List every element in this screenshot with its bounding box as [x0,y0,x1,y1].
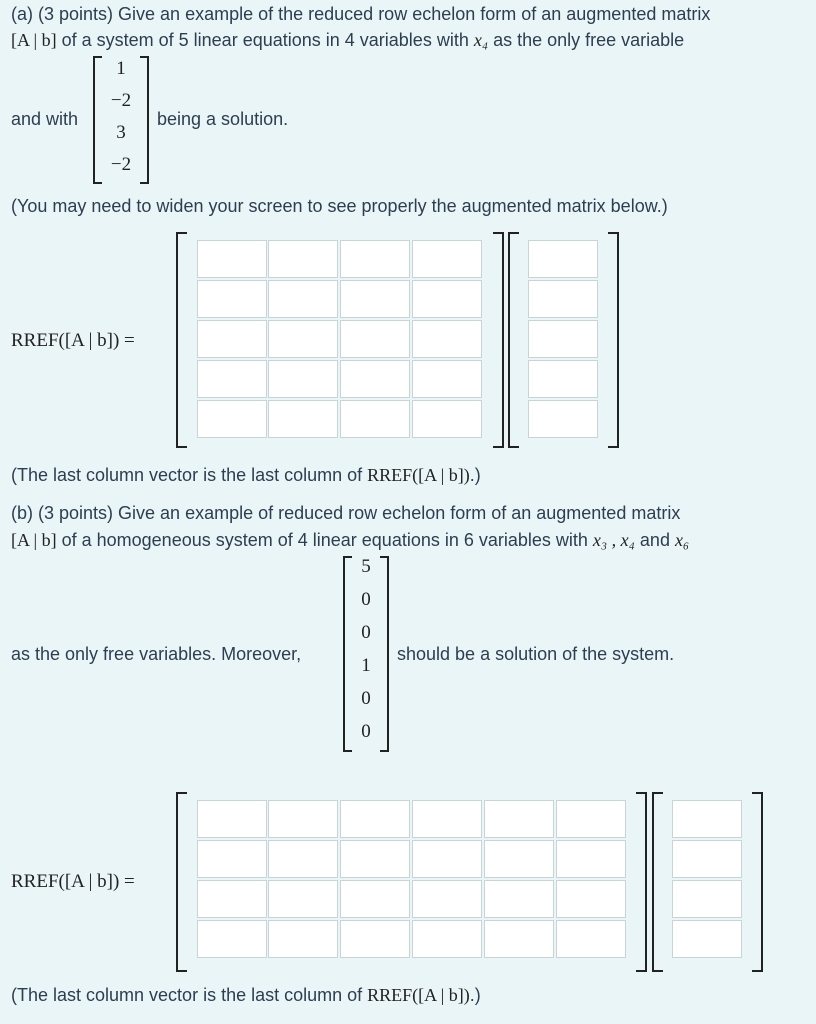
rref-label: RREF([A | b]) = [11,330,135,351]
matrix-divider-right [652,792,663,972]
matrix-b-cell-r2-c5[interactable] [484,840,554,878]
note-text: (The last column vector is the last column of [11,985,368,1005]
prompt-text: of a system of 5 linear equations in 4 variables with [56,30,474,50]
matrix-right-bracket [752,792,763,972]
matrix-b-cell-r1-c1[interactable] [197,800,267,838]
matrix-left-bracket [176,232,187,448]
matrix-a-cell-r1-c2[interactable] [268,240,338,278]
being-solution-text: being a solution. [157,109,289,129]
part-a-solution-vector [93,56,149,184]
matrix-a-cell-r4-b[interactable] [528,360,598,398]
vector-entry: 0 [361,688,371,709]
vector-entry: 5 [361,556,371,577]
left-bracket [93,56,102,184]
matrix-b-cell-r4-c6[interactable] [556,920,626,958]
matrix-b-cell-r1-c6[interactable] [556,800,626,838]
matrix-b-cell-r4-c2[interactable] [268,920,338,958]
matrix-a-cell-r1-c3[interactable] [340,240,410,278]
rref-label: RREF([A | b]) = [11,871,135,892]
right-bracket [380,556,389,752]
part-a-prompt-line2 [11,30,684,51]
prompt-text: as the only free variable [488,30,685,50]
matrix-a-cell-r5-c3[interactable] [340,400,410,438]
vector-entry: 0 [361,589,371,610]
augmented-matrix-notation: [A | b] [11,30,57,50]
matrix-b-cell-r1-b[interactable] [672,800,742,838]
matrix-a-cell-r3-c2[interactable] [268,320,338,358]
matrix-b-cell-r3-c6[interactable] [556,880,626,918]
vector-entry: 1 [361,655,371,676]
matrix-left-bracket [176,792,187,972]
matrix-b-cell-r3-b[interactable] [672,880,742,918]
matrix-a-cell-r1-b[interactable] [528,240,598,278]
note-text: .) [469,985,481,1005]
part-b-prompt-line2 [11,530,689,551]
augmented-matrix-notation: [A | b] [11,530,57,550]
vector-entry: 3 [116,122,126,143]
matrix-b-cell-r3-c5[interactable] [484,880,554,918]
part-b-last-column-note [11,985,481,1006]
matrix-a-cell-r2-c1[interactable] [197,280,267,318]
matrix-a-cell-r2-b[interactable] [528,280,598,318]
should-be-solution-text: should be a solution of the system. [397,644,675,664]
matrix-b-cell-r1-c2[interactable] [268,800,338,838]
note-math: RREF([A | b]) [367,985,470,1005]
matrix-a-cell-r4-c2[interactable] [268,360,338,398]
note-math: RREF([A | b]) [367,465,470,485]
x3-x4-variables: x₃ , x₄ [592,530,635,550]
matrix-b-cell-r4-c5[interactable] [484,920,554,958]
prompt-text: and [634,530,675,550]
matrix-a-cell-r5-b[interactable] [528,400,598,438]
matrix-right-bracket [608,232,619,448]
matrix-b-cell-r3-c2[interactable] [268,880,338,918]
vector-entry: −2 [110,154,132,175]
part-b-prompt-line1: (b) (3 points) Give an example of reduced row echelon form of an augmented matrix [11,503,681,523]
matrix-b-cell-r2-c2[interactable] [268,840,338,878]
matrix-a-cell-r2-c3[interactable] [340,280,410,318]
as-only-free-text: as the only free variables. Moreover, [11,644,302,664]
and-with-text: and with [11,109,79,129]
matrix-a-cell-r5-c4[interactable] [412,400,482,438]
x6-variable: x₆ [674,530,690,550]
matrix-a-cell-r1-c1[interactable] [197,240,267,278]
matrix-a-cell-r2-c2[interactable] [268,280,338,318]
matrix-b-cell-r4-c1[interactable] [197,920,267,958]
x4-variable: x₄ [473,30,489,50]
matrix-divider-left [636,792,647,972]
part-a-prompt-line1: (a) (3 points) Give an example of the reduced row echelon form of an augmented matrix [11,4,711,24]
widen-note: (You may need to widen your screen to see properly the augmented matrix below.) [11,196,668,216]
prompt-text: of a homogeneous system of 4 linear equations in 6 variables with [56,530,593,550]
matrix-b-cell-r2-c1[interactable] [197,840,267,878]
matrix-b-cell-r1-c3[interactable] [340,800,410,838]
matrix-a-cell-r5-c2[interactable] [268,400,338,438]
vector-entry: −2 [110,90,132,111]
matrix-a-cell-r2-c4[interactable] [412,280,482,318]
part-a-last-column-note [11,465,481,486]
vector-entry: 0 [361,721,371,742]
matrix-a-cell-r3-b[interactable] [528,320,598,358]
matrix-b-cell-r4-c4[interactable] [412,920,482,958]
note-text: .) [469,465,481,485]
right-bracket [140,56,149,184]
matrix-a-cell-r1-c4[interactable] [412,240,482,278]
part-b-solution-vector [343,556,389,752]
matrix-b-cell-r3-c4[interactable] [412,880,482,918]
matrix-b-cell-r3-c1[interactable] [197,880,267,918]
note-text: (The last column vector is the last column of [11,465,368,485]
matrix-b-cell-r2-b[interactable] [672,840,742,878]
matrix-a-cell-r3-c1[interactable] [197,320,267,358]
matrix-b-cell-r4-b[interactable] [672,920,742,958]
vector-entry: 1 [116,58,126,79]
vector-entry: 0 [361,622,371,643]
matrix-divider-right [508,232,519,448]
matrix-a-cell-r5-c1[interactable] [197,400,267,438]
matrix-a-cell-r3-c4[interactable] [412,320,482,358]
matrix-a-cell-r4-c4[interactable] [412,360,482,398]
matrix-b-cell-r2-c4[interactable] [412,840,482,878]
matrix-b-cell-r4-c3[interactable] [340,920,410,958]
matrix-a-cell-r3-c3[interactable] [340,320,410,358]
matrix-b-cell-r3-c3[interactable] [340,880,410,918]
matrix-b-cell-r1-c5[interactable] [484,800,554,838]
matrix-b-cell-r2-c3[interactable] [340,840,410,878]
matrix-a-cell-r4-c3[interactable] [340,360,410,398]
matrix-a-cell-r4-c1[interactable] [197,360,267,398]
matrix-divider-left [493,232,504,448]
matrix-b-cell-r2-c6[interactable] [556,840,626,878]
matrix-b-cell-r1-c4[interactable] [412,800,482,838]
